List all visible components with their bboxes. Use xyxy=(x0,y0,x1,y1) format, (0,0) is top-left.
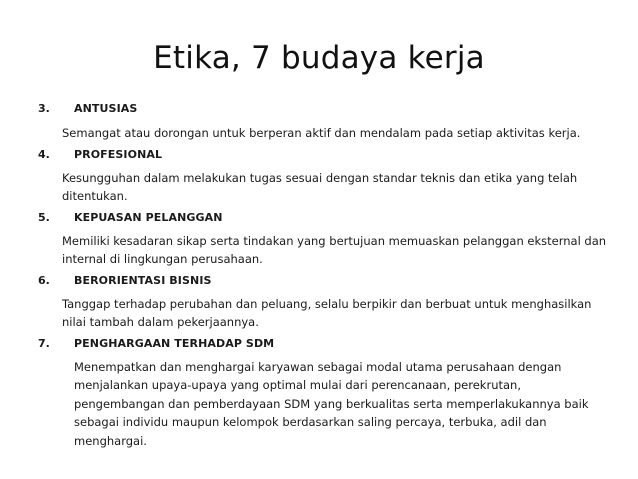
item-heading-row xyxy=(38,99,608,118)
item-heading: BERORIENTASI BISNIS xyxy=(74,273,212,287)
item-heading: KEPUASAN PELANGGAN xyxy=(74,210,223,224)
item-description: Tanggap terhadap perubahan dan peluang, selalu berpikir dan berbuat untuk menghasilkan nilai tambah dalam pekerjaannya. xyxy=(62,296,592,329)
list-item xyxy=(38,145,608,206)
item-description: Memiliki kesadaran sikap serta tindakan yang bertujuan memuaskan pelanggan eksternal dan internal di lingkungan perusahaan. xyxy=(62,233,607,266)
list-item xyxy=(38,208,608,269)
item-description: Semangat atau dorongan untuk berperan aktif dan mendalam pada setiap aktivitas kerja. xyxy=(62,126,581,140)
item-heading-row xyxy=(38,145,608,164)
item-heading: PROFESIONAL xyxy=(74,147,163,161)
list-item xyxy=(38,99,608,143)
item-heading: PENGHARGAAN TERHADAP SDM xyxy=(74,336,275,350)
list-item xyxy=(38,271,608,332)
item-number: 4. xyxy=(38,147,50,161)
list-item xyxy=(38,334,608,451)
slide-title: Etika, 7 budaya kerja xyxy=(153,40,485,76)
item-number: 6. xyxy=(38,273,50,287)
item-heading-row xyxy=(38,334,608,353)
item-description: Kesungguhan dalam melakukan tugas sesuai dengan standar teknis dan etika yang telah ditentukan. xyxy=(62,170,578,203)
item-heading-row xyxy=(38,208,608,227)
item-heading: ANTUSIAS xyxy=(74,102,138,115)
work-culture-list xyxy=(38,99,608,450)
item-description: Menempatkan dan menghargai karyawan sebagai modal utama perusahaan dengan menjalankan upaya-upaya yang optimal mulai dari perencanaan, perekrutan, pengembangan dan pemberdayaan SDM yang berkualitas serta memperlakukannya baik sebagai individu maupun kelompok berdasarkan saling percaya, terbuka, adil dan menghargai. xyxy=(74,359,589,448)
item-heading-row xyxy=(38,271,608,290)
item-number: 5. xyxy=(38,210,50,224)
item-number: 3. xyxy=(38,102,50,115)
item-number: 7. xyxy=(38,336,50,350)
